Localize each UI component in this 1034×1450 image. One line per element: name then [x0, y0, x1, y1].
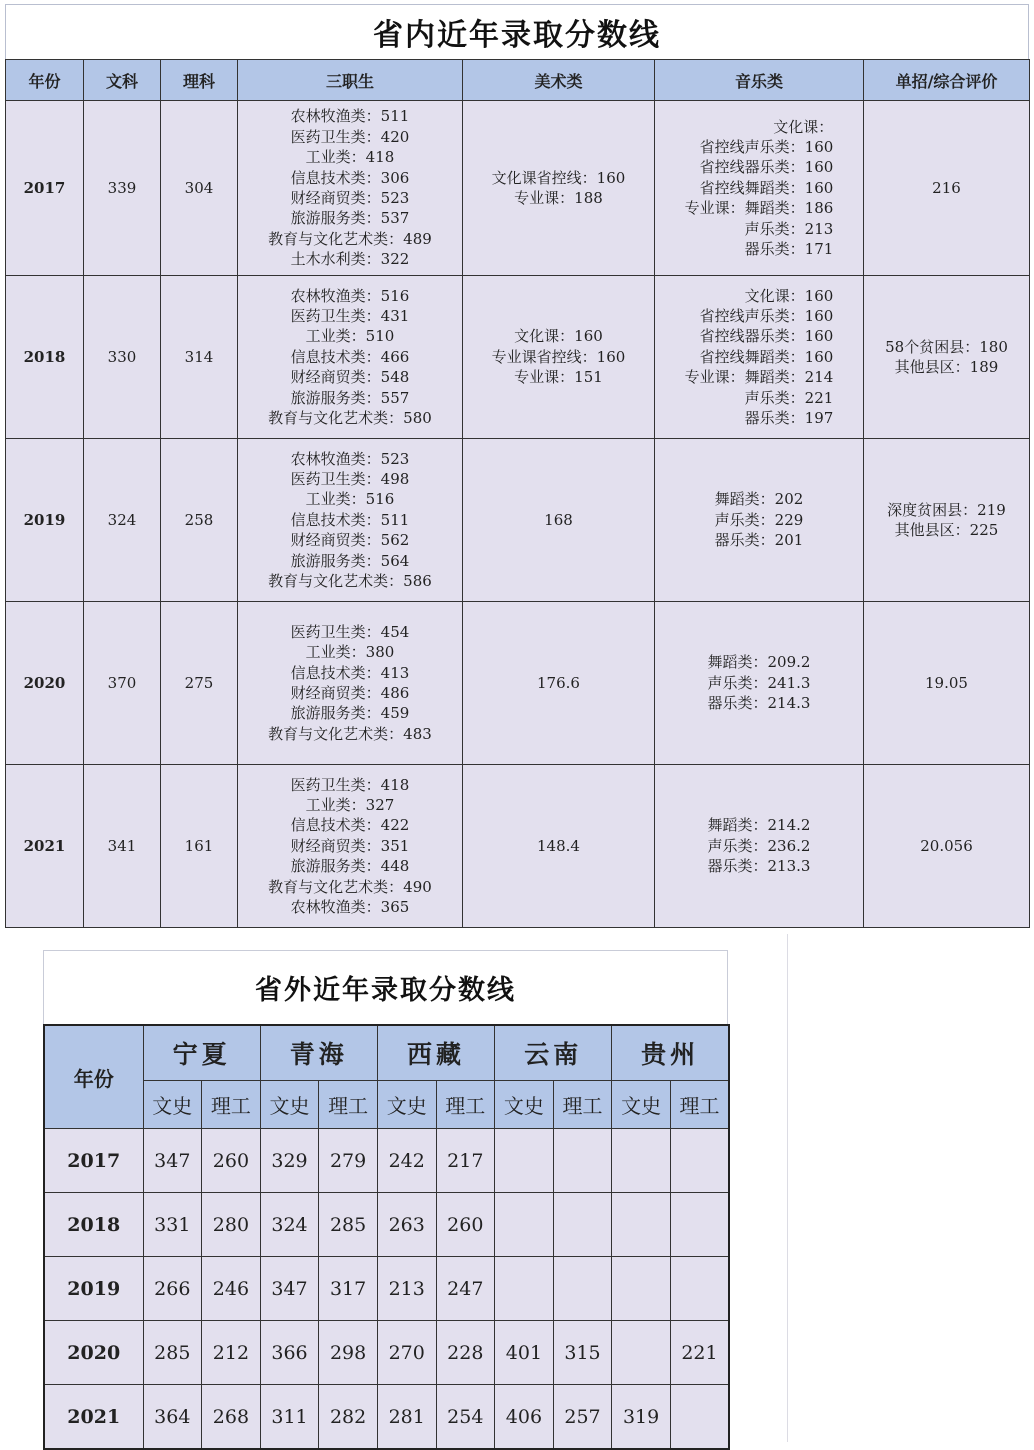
meishu-cell-line: 专业课：151 [514, 368, 603, 387]
score-cell: 347 [260, 1257, 319, 1321]
header-wenke: 文科 [84, 60, 161, 101]
yinyue-cell-line: 省控线声乐类：160 [699, 306, 834, 325]
score-cell: 213 [377, 1257, 436, 1321]
yinyue-cell [655, 439, 864, 602]
header-meishu: 美术类 [463, 60, 655, 101]
year-cell: 2021 [6, 765, 84, 928]
provincial-row [6, 101, 1030, 276]
subheader-wenshi: 文史 [612, 1081, 671, 1129]
like-cell: 258 [161, 439, 238, 602]
year-cell: 2020 [44, 1321, 143, 1385]
yinyue-cell-line: 声乐类：221 [744, 388, 834, 407]
score-cell: 331 [143, 1193, 202, 1257]
yinyue-cell-line: 省控线声乐类：160 [699, 137, 834, 156]
sanzhi-cell-line: 工业类：510 [305, 327, 395, 346]
score-cell: 260 [436, 1193, 495, 1257]
province-yunnan: 云南 [495, 1025, 612, 1081]
header-year: 年份 [6, 60, 84, 101]
sanzhi-cell-line: 旅游服务类：448 [290, 857, 410, 876]
year-cell: 2019 [6, 439, 84, 602]
meishu-cell [463, 765, 655, 928]
sanzhi-cell-line: 土木水利类：322 [290, 250, 410, 269]
score-cell: 242 [377, 1129, 436, 1193]
year-cell: 2020 [6, 602, 84, 765]
yinyue-cell-line: 文化课：160 [744, 286, 834, 305]
like-cell: 275 [161, 602, 238, 765]
score-cell: 270 [377, 1321, 436, 1385]
yinyue-cell-line: 省控线舞蹈类：160 [699, 178, 834, 197]
header-like: 理科 [161, 60, 238, 101]
meishu-cell-line: 专业课省控线：160 [491, 347, 626, 366]
outside-scores-section [43, 950, 728, 1450]
sanzhi-cell-line: 信息技术类：511 [290, 510, 410, 529]
score-cell [612, 1321, 671, 1385]
sanzhi-cell-line: 农林牧渔类：523 [290, 449, 410, 468]
yinyue-cell-line: 舞蹈类：214.2 [707, 816, 811, 835]
sanzhi-cell [238, 101, 463, 276]
sanzhi-cell-line: 信息技术类：413 [290, 663, 410, 682]
sanzhi-cell-line: 旅游服务类：557 [290, 388, 410, 407]
danzhao-cell-line: 20.056 [920, 836, 973, 855]
like-cell: 161 [161, 765, 238, 928]
subheader-ligong: 理工 [202, 1081, 261, 1129]
sanzhi-cell [238, 765, 463, 928]
danzhao-cell-line: 216 [932, 178, 961, 197]
danzhao-cell [864, 765, 1030, 928]
sanzhi-cell-line: 旅游服务类：537 [290, 209, 410, 228]
outside-row [44, 1193, 729, 1257]
danzhao-cell [864, 439, 1030, 602]
danzhao-cell [864, 276, 1030, 439]
header-danzhao: 单招/综合评价 [864, 60, 1030, 101]
score-cell: 266 [143, 1257, 202, 1321]
score-cell: 247 [436, 1257, 495, 1321]
danzhao-cell-line: 其他县区：225 [894, 521, 999, 539]
score-cell: 317 [319, 1257, 378, 1321]
wenke-cell: 370 [84, 602, 161, 765]
subheader-ligong: 理工 [319, 1081, 378, 1129]
sanzhi-cell-line: 信息技术类：422 [290, 816, 410, 835]
wenke-cell: 339 [84, 101, 161, 276]
outside-table-title: 省外近年录取分数线 [43, 950, 728, 1024]
score-cell: 319 [612, 1385, 671, 1450]
score-cell: 281 [377, 1385, 436, 1450]
yinyue-cell-line: 省控线舞蹈类：160 [699, 347, 834, 366]
score-cell: 324 [260, 1193, 319, 1257]
sanzhi-cell-line: 财经商贸类：351 [290, 836, 410, 855]
yinyue-cell-line: 舞蹈类：202 [714, 490, 804, 509]
score-cell [670, 1257, 729, 1321]
sanzhi-cell-line: 信息技术类：466 [290, 347, 410, 366]
year-cell: 2017 [6, 101, 84, 276]
yinyue-cell-line: 声乐类：229 [714, 510, 804, 529]
like-cell: 304 [161, 101, 238, 276]
meishu-cell-line: 文化课：160 [514, 327, 603, 346]
header-sanzhi: 三职生 [238, 60, 463, 101]
sanzhi-cell-line: 财经商贸类：562 [290, 531, 410, 550]
sanzhi-cell-line: 财经商贸类：548 [290, 368, 410, 387]
yinyue-cell-line: 器乐类：201 [714, 531, 804, 550]
meishu-cell [463, 439, 655, 602]
score-cell: 329 [260, 1129, 319, 1193]
divider-line [787, 934, 788, 1442]
meishu-cell-line: 176.6 [537, 673, 580, 692]
outside-scores-table [43, 1024, 730, 1450]
score-cell: 221 [670, 1321, 729, 1385]
score-cell [553, 1193, 612, 1257]
outside-row [44, 1129, 729, 1193]
provincial-row [6, 765, 1030, 928]
year-cell: 2021 [44, 1385, 143, 1450]
wenke-cell: 324 [84, 439, 161, 602]
yinyue-cell-line: 文化课： [773, 117, 834, 136]
meishu-cell [463, 276, 655, 439]
subheader-ligong: 理工 [553, 1081, 612, 1129]
score-cell: 285 [319, 1193, 378, 1257]
yinyue-cell-line: 器乐类：214.3 [707, 694, 811, 713]
sanzhi-cell-line: 工业类：380 [305, 643, 395, 662]
score-cell [670, 1385, 729, 1450]
like-cell: 314 [161, 276, 238, 439]
provincial-row [6, 439, 1030, 602]
yinyue-cell-line: 声乐类：213 [744, 219, 834, 238]
score-cell [553, 1129, 612, 1193]
yinyue-cell-line: 声乐类：236.2 [707, 836, 811, 855]
sanzhi-cell-line: 农林牧渔类：511 [290, 107, 410, 126]
sanzhi-cell-line: 工业类：418 [305, 148, 395, 167]
yinyue-cell-line: 专业课：舞蹈类：186 [684, 199, 834, 218]
score-cell: 217 [436, 1129, 495, 1193]
score-cell: 401 [495, 1321, 554, 1385]
score-cell [495, 1193, 554, 1257]
subheader-ligong: 理工 [670, 1081, 729, 1129]
meishu-cell-line: 文化课省控线：160 [491, 168, 626, 187]
sanzhi-cell-line: 信息技术类：306 [290, 168, 410, 187]
year-cell: 2018 [6, 276, 84, 439]
sanzhi-cell-line: 医药卫生类：431 [290, 306, 410, 325]
subheader-wenshi: 文史 [377, 1081, 436, 1129]
sanzhi-cell-line: 教育与文化艺术类：489 [268, 229, 432, 248]
yinyue-cell-line: 专业课：舞蹈类：214 [684, 368, 834, 387]
score-cell [612, 1257, 671, 1321]
wenke-cell: 341 [84, 765, 161, 928]
sanzhi-cell-line: 医药卫生类：454 [290, 622, 410, 641]
score-cell [495, 1257, 554, 1321]
sanzhi-cell [238, 276, 463, 439]
outside-header-year: 年份 [44, 1025, 143, 1129]
provincial-table-title: 省内近年录取分数线 [5, 4, 1029, 59]
sanzhi-cell-line: 农林牧渔类：516 [290, 286, 410, 305]
yinyue-cell [655, 276, 864, 439]
year-cell: 2019 [44, 1257, 143, 1321]
provincial-row [6, 602, 1030, 765]
yinyue-cell-line: 舞蹈类：209.2 [707, 653, 811, 672]
danzhao-cell [864, 602, 1030, 765]
province-qinghai: 青海 [260, 1025, 377, 1081]
outside-row [44, 1257, 729, 1321]
score-cell: 263 [377, 1193, 436, 1257]
sanzhi-cell-line: 农林牧渔类：365 [290, 898, 410, 917]
sanzhi-cell-line: 教育与文化艺术类：483 [268, 724, 432, 743]
subheader-wenshi: 文史 [495, 1081, 554, 1129]
sanzhi-cell [238, 439, 463, 602]
outside-subheader-row [44, 1081, 729, 1129]
score-cell [495, 1129, 554, 1193]
yinyue-cell-line: 器乐类：171 [744, 240, 834, 259]
yinyue-cell [655, 602, 864, 765]
score-cell: 280 [202, 1193, 261, 1257]
year-cell: 2018 [44, 1193, 143, 1257]
meishu-cell [463, 101, 655, 276]
danzhao-cell-line: 58个贫困县：180 [885, 337, 1008, 356]
score-cell: 260 [202, 1129, 261, 1193]
score-cell: 279 [319, 1129, 378, 1193]
score-cell: 298 [319, 1321, 378, 1385]
sanzhi-cell-line: 财经商贸类：523 [290, 189, 410, 207]
sanzhi-cell-line: 医药卫生类：420 [290, 127, 410, 146]
provincial-row [6, 276, 1030, 439]
score-cell: 246 [202, 1257, 261, 1321]
subheader-wenshi: 文史 [260, 1081, 319, 1129]
provincial-scores-table [5, 59, 1030, 928]
yinyue-cell [655, 765, 864, 928]
score-cell [670, 1193, 729, 1257]
score-cell: 364 [143, 1385, 202, 1450]
sanzhi-cell-line: 财经商贸类：486 [290, 684, 410, 702]
danzhao-cell-line: 19.05 [925, 673, 968, 692]
yinyue-cell-line: 声乐类：241.3 [707, 673, 811, 692]
outside-province-row [44, 1025, 729, 1081]
outside-row [44, 1385, 729, 1450]
score-cell: 406 [495, 1385, 554, 1450]
provincial-scores-section [5, 4, 1029, 928]
outside-row [44, 1321, 729, 1385]
score-cell: 285 [143, 1321, 202, 1385]
header-yinyue: 音乐类 [655, 60, 864, 101]
score-cell: 282 [319, 1385, 378, 1450]
yinyue-cell-line: 器乐类：213.3 [707, 857, 811, 876]
score-cell: 212 [202, 1321, 261, 1385]
danzhao-cell-line: 深度贫困县：219 [887, 500, 1006, 519]
score-cell: 315 [553, 1321, 612, 1385]
subheader-ligong: 理工 [436, 1081, 495, 1129]
meishu-cell-line: 148.4 [537, 836, 580, 855]
wenke-cell: 330 [84, 276, 161, 439]
meishu-cell [463, 602, 655, 765]
score-cell [670, 1129, 729, 1193]
score-cell: 228 [436, 1321, 495, 1385]
sanzhi-cell-line: 工业类：327 [305, 795, 395, 814]
score-cell: 347 [143, 1129, 202, 1193]
year-cell: 2017 [44, 1129, 143, 1193]
score-cell: 254 [436, 1385, 495, 1450]
score-cell: 257 [553, 1385, 612, 1450]
province-ningxia: 宁夏 [143, 1025, 260, 1081]
score-cell: 366 [260, 1321, 319, 1385]
yinyue-cell-line: 省控线器乐类：160 [699, 327, 834, 346]
sanzhi-cell-line: 旅游服务类：459 [290, 704, 410, 723]
sanzhi-cell-line: 医药卫生类：418 [290, 775, 410, 794]
sanzhi-cell-line: 教育与文化艺术类：580 [268, 409, 432, 428]
sanzhi-cell-line: 工业类：516 [305, 490, 395, 509]
danzhao-cell [864, 101, 1030, 276]
sanzhi-cell [238, 602, 463, 765]
score-cell [612, 1193, 671, 1257]
score-cell [553, 1257, 612, 1321]
meishu-cell-line: 专业课：188 [514, 189, 603, 207]
sanzhi-cell-line: 旅游服务类：564 [290, 551, 410, 570]
yinyue-cell-line: 器乐类：197 [744, 409, 834, 428]
yinyue-cell-line: 省控线器乐类：160 [699, 158, 834, 177]
score-cell: 268 [202, 1385, 261, 1450]
yinyue-cell [655, 101, 864, 276]
province-xizang: 西藏 [377, 1025, 494, 1081]
danzhao-cell-line: 其他县区：189 [894, 358, 999, 376]
subheader-wenshi: 文史 [143, 1081, 202, 1129]
province-guizhou: 贵州 [612, 1025, 729, 1081]
score-cell [612, 1129, 671, 1193]
score-cell: 311 [260, 1385, 319, 1450]
sanzhi-cell-line: 医药卫生类：498 [290, 469, 410, 488]
provincial-header-row [6, 60, 1030, 101]
meishu-cell-line: 168 [544, 510, 573, 529]
sanzhi-cell-line: 教育与文化艺术类：586 [268, 572, 432, 591]
sanzhi-cell-line: 教育与文化艺术类：490 [268, 877, 432, 896]
